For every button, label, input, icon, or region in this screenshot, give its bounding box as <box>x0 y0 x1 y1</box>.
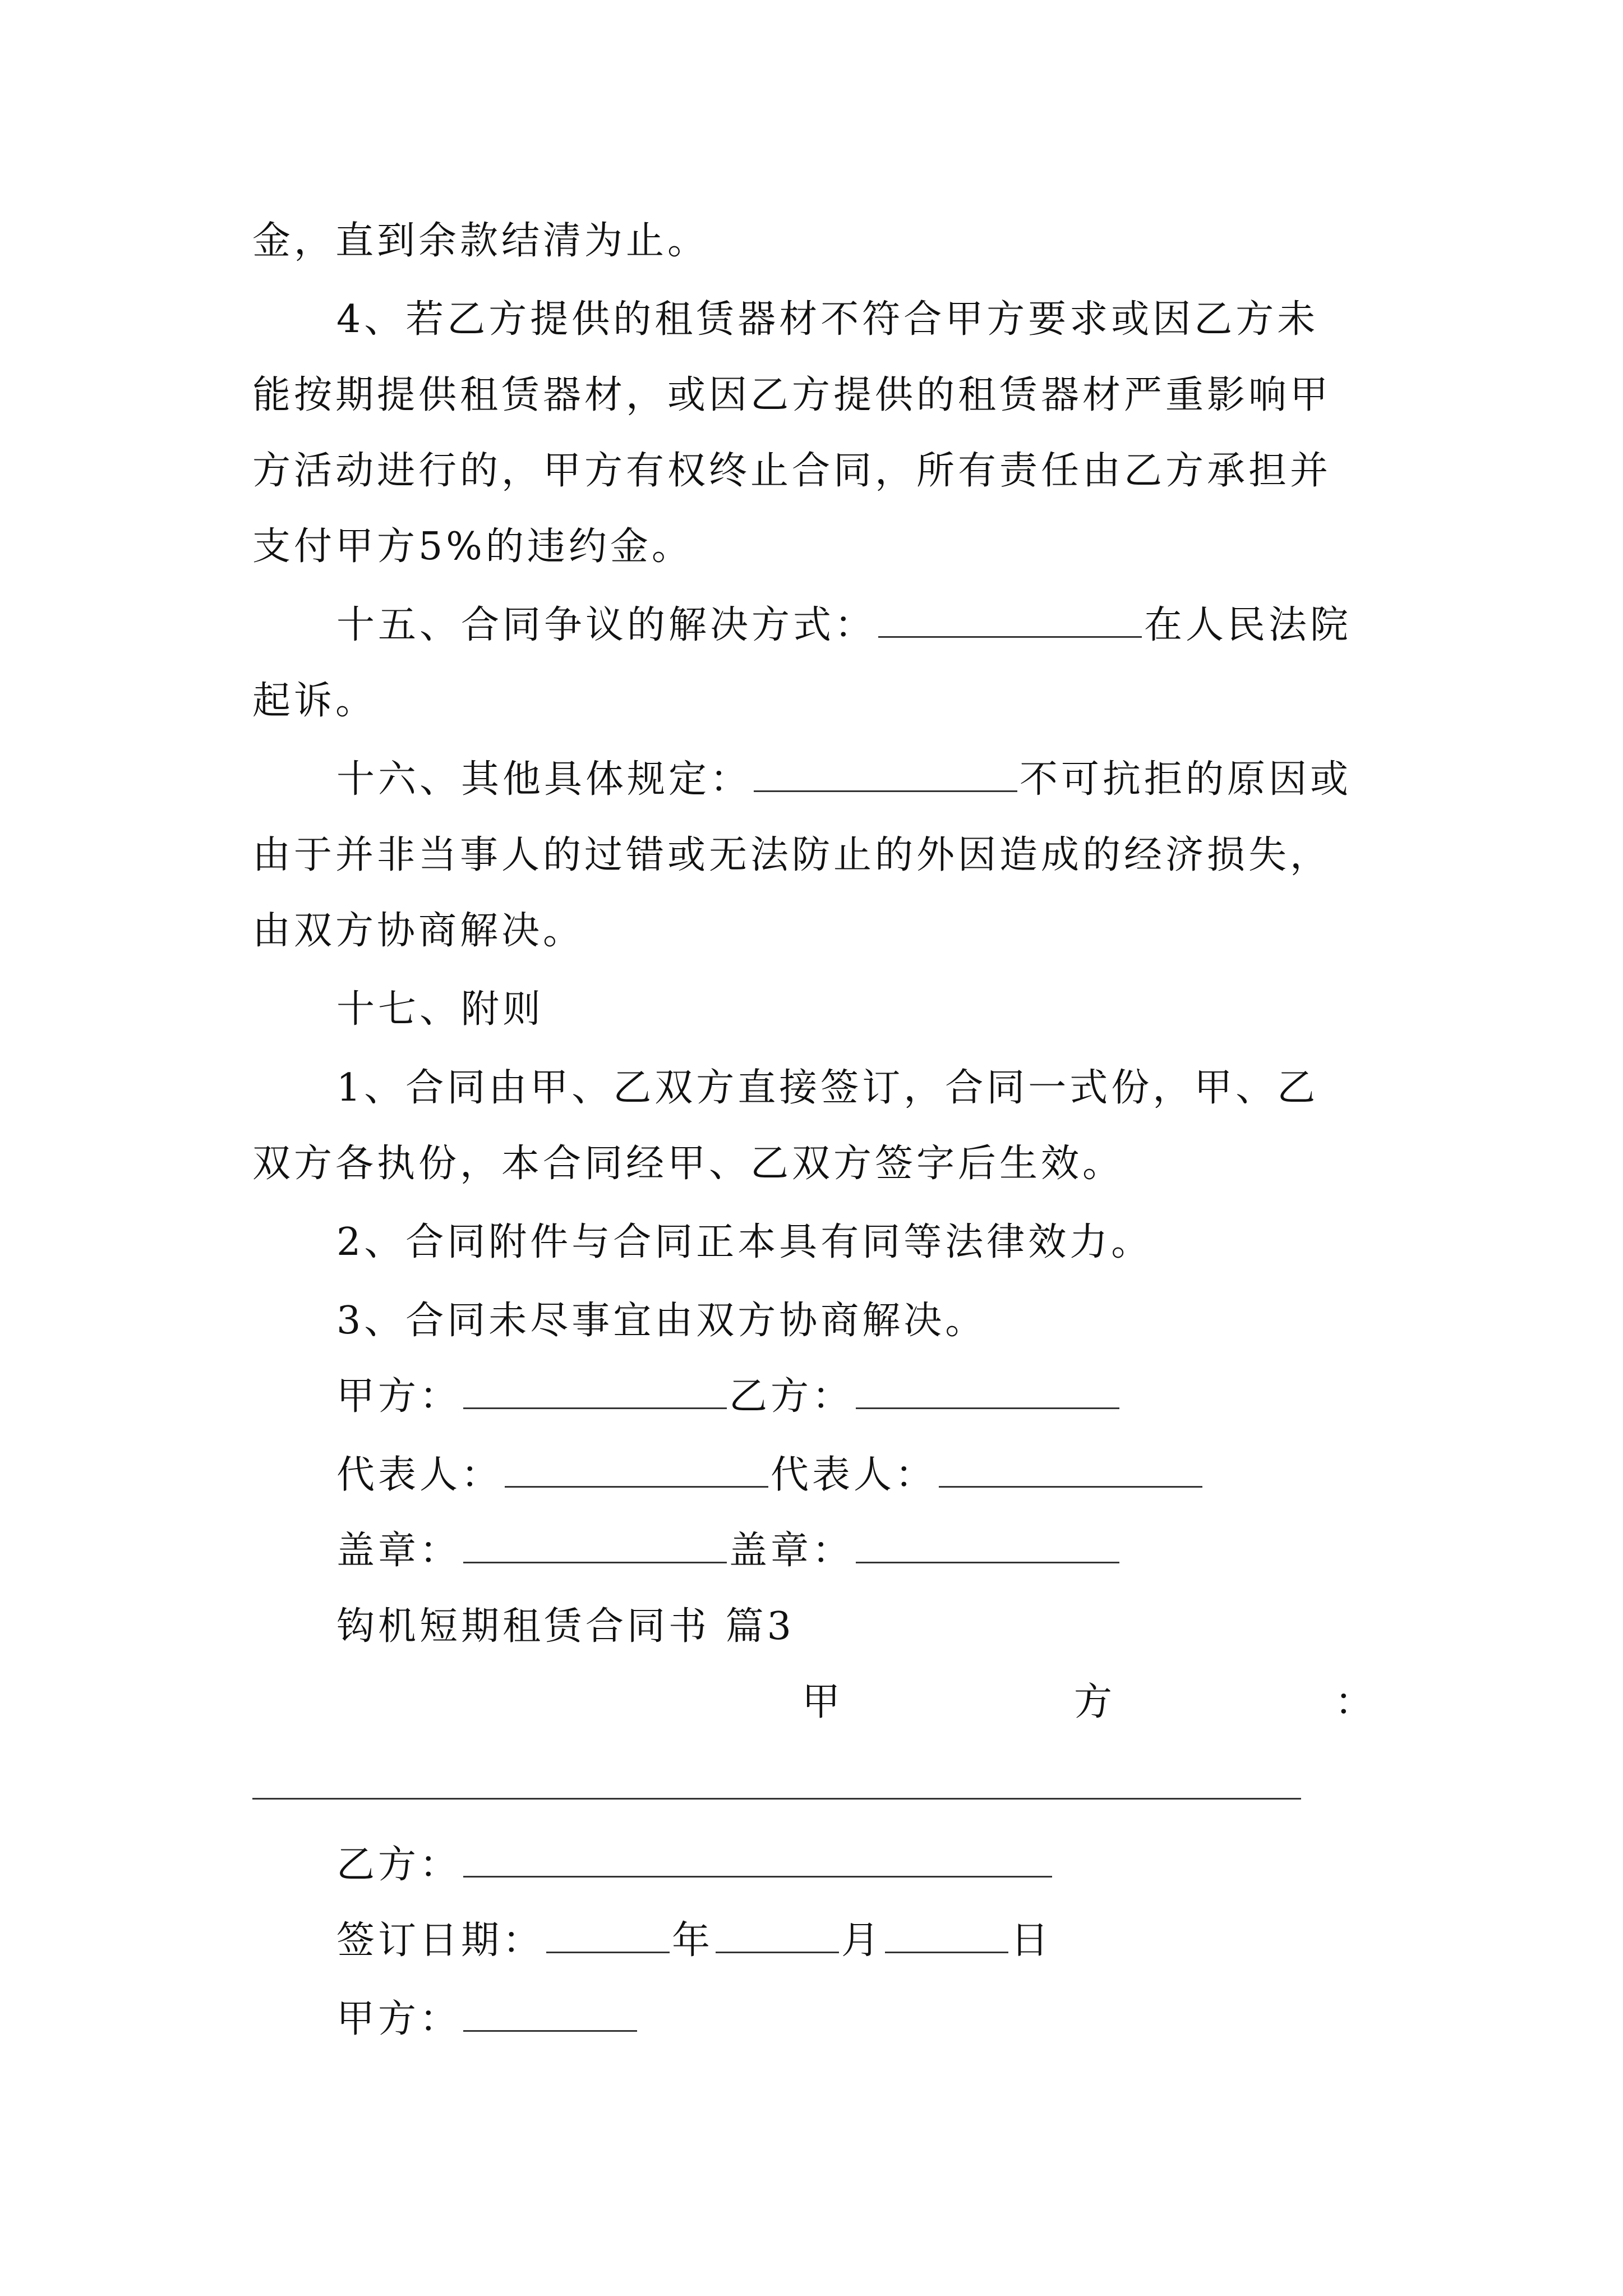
party-a-seal-label: 盖章： <box>336 1529 462 1573</box>
party-b-rep-label: 代表人： <box>771 1453 937 1497</box>
signature-seal-row <box>336 1517 1492 1585</box>
party-a-blank[interactable] <box>463 1374 727 1409</box>
year-blank[interactable] <box>546 1918 670 1953</box>
clause-15-suffix: 在人民法院 <box>1144 603 1352 647</box>
appendix-2: 2、合同附件与合同正本具有同等法律效力。 <box>336 1220 1153 1264</box>
year-label: 年 <box>672 1918 714 1963</box>
party-a-long-blank[interactable] <box>252 1798 1301 1800</box>
party-b-rep-blank[interactable] <box>939 1452 1202 1488</box>
party-a-last-blank[interactable] <box>463 1996 637 2032</box>
clause-15-line-2: 起诉。 <box>252 679 377 723</box>
party-a-rep-blank[interactable] <box>505 1452 768 1488</box>
clause-16-line-3: 由双方协商解决。 <box>252 909 585 953</box>
clause-16-suffix: 不可抗拒的原因或 <box>1020 757 1352 802</box>
clause-15-label: 十五、合同争议的解决方式： <box>336 603 877 647</box>
party-a-seal-blank[interactable] <box>463 1528 727 1563</box>
party-b-row <box>336 1832 1492 1899</box>
party-a-last-label: 甲方： <box>336 1997 462 2041</box>
clause-16-line-1 <box>336 746 1492 813</box>
appendix-1-line-2: 双方各执份，本合同经甲、乙双方签字后生效。 <box>252 1142 1124 1186</box>
clause-16-label: 十六、其他具体规定： <box>336 757 752 802</box>
appendix-1-line-1: 1、合同由甲、乙双方直接签订，合同一式份，甲、乙 <box>336 1066 1319 1110</box>
month-blank[interactable] <box>716 1918 839 1953</box>
party-a-label: 甲方： <box>336 1374 462 1419</box>
spread-colon: ： <box>1335 1680 1373 1724</box>
party-b-seal-blank[interactable] <box>856 1528 1119 1563</box>
party-a-rep-label: 代表人： <box>336 1453 503 1497</box>
signature-rep-row <box>336 1442 1492 1509</box>
clause-4-line-4: 支付甲方5%的违约金。 <box>252 524 693 569</box>
party-b-seal-label: 盖章： <box>729 1529 854 1573</box>
clause-4-line-1: 4、若乙方提供的租赁器材不符合甲方要求或因乙方未 <box>336 297 1319 342</box>
clause-4-line-2: 能按期提供租赁器材，或因乙方提供的租赁器材严重影响甲 <box>252 373 1332 417</box>
spread-jia: 甲 <box>802 1680 841 1724</box>
sign-date-row <box>336 1907 1492 1975</box>
clause-16-line-2: 由于并非当事人的过错或无法防止的外因造成的经济损失， <box>252 833 1332 877</box>
section-3-title: 钩机短期租赁合同书 篇3 <box>336 1604 795 1649</box>
clause-15-line-1 <box>336 592 1492 659</box>
signature-party-row <box>336 1363 1492 1430</box>
sign-date-label: 签订日期： <box>336 1918 545 1963</box>
party-b-blank[interactable] <box>856 1374 1119 1409</box>
spread-fang: 方 <box>1074 1680 1113 1724</box>
month-label: 月 <box>841 1918 883 1963</box>
clause-4-line-3: 方活动进行的，甲方有权终止合同，所有责任由乙方承担并 <box>252 449 1332 493</box>
party-a-last-row <box>336 1986 1492 2053</box>
day-blank[interactable] <box>885 1918 1008 1953</box>
dispute-method-blank[interactable] <box>878 602 1142 638</box>
party-b-row-label: 乙方： <box>336 1843 462 1887</box>
clause-17-heading: 十七、附则 <box>336 987 545 1032</box>
party-b-label: 乙方： <box>729 1374 854 1419</box>
other-provisions-blank[interactable] <box>754 757 1017 792</box>
party-b-long-blank[interactable] <box>463 1842 1052 1878</box>
day-label: 日 <box>1011 1918 1053 1963</box>
text-line-1: 金，直到余款结清为止。 <box>252 219 709 263</box>
appendix-3: 3、合同未尽事宜由双方协商解决。 <box>336 1299 987 1343</box>
